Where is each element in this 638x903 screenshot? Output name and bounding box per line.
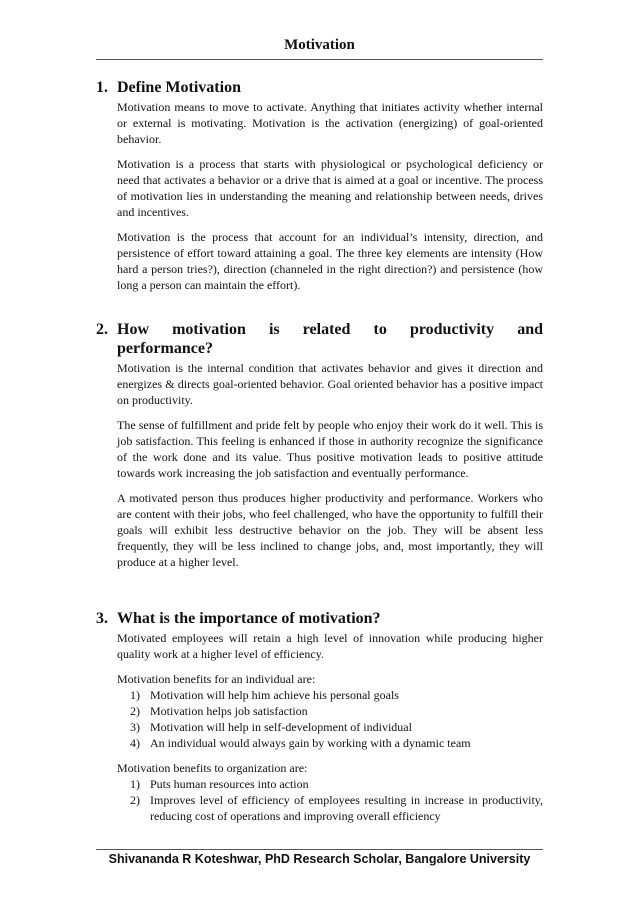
list-label: Motivation benefits to organization are: xyxy=(117,761,308,775)
organization-benefits-list xyxy=(130,776,543,824)
list-item: 1) Puts human resources into action xyxy=(130,777,309,791)
header-divider xyxy=(96,59,543,60)
list-item: 3) Motivation will help in self-development of individual xyxy=(130,720,412,734)
section-title-line-1: How motivation is related to productivity and xyxy=(117,321,543,338)
section-heading xyxy=(96,78,543,97)
list-label: Motivation benefits for an individual are: xyxy=(117,672,316,686)
section-title: Define Motivation xyxy=(117,79,241,96)
paragraph: Motivation is the internal condition that activates behavior and gives it direction and energizes & directs goal-oriented behavior. Goal oriented behavior has a positive impact on productivity. xyxy=(117,361,543,407)
paragraph: Motivated employees will retain a high level of innovation while producing higher quality work at a higher level of efficiency. xyxy=(117,631,543,661)
section-define-motivation xyxy=(96,78,543,302)
section-heading xyxy=(96,609,543,628)
footer-divider xyxy=(96,849,543,850)
section-title-line-2: performance? xyxy=(117,340,213,357)
list-item: 1) Motivation will help him achieve his personal goals xyxy=(130,688,399,702)
section-number: 1. xyxy=(96,79,108,96)
list-item: 4) An individual would always gain by working with a dynamic team xyxy=(130,736,471,750)
section-productivity-performance xyxy=(96,320,543,579)
list-item: 2) Motivation helps job satisfaction xyxy=(130,704,308,718)
paragraph: The sense of fulfillment and pride felt by people who enjoy their work do it well. This is job satisfaction. This feeling is enhanced if those in authority recognize the significance of the work done and its value. Thus positive motivation leads to positive attitude towards work increasing the job satisfaction and eventually performance. xyxy=(117,418,543,480)
paragraph: A motivated person thus produces higher productivity and performance. Workers who are content with their jobs, who feel challenged, who have the opportunity to fulfill their goals will exhibit less destructive behavior on the job. They will be absent less frequently, they will be less inclined to change jobs, and, most importantly, they will produce at a higher level. xyxy=(117,491,543,569)
paragraph: Motivation means to move to activate. Anything that initiates activity whether internal or external is motivating. Motivation is the activation (energizing) of goal-oriented behavior. xyxy=(117,100,543,146)
list-item: 2) Improves level of efficiency of employees resulting in increase in productivity, reducing cost of operations and improving overall efficiency xyxy=(130,793,543,823)
section-heading xyxy=(96,320,543,358)
section-title: What is the importance of motivation? xyxy=(117,610,381,627)
page-footer: Shivananda R Koteshwar, PhD Research Scholar, Bangalore University xyxy=(108,852,531,866)
section-number: 2. xyxy=(96,321,108,338)
section-number: 3. xyxy=(96,610,108,627)
paragraph: Motivation is the process that account for an individual’s intensity, direction, and persistence of effort toward attaining a goal. The three key elements are intensity (How hard a person tries?), direction (channeled in the right direction?) and persistence (how long a person can maintain the effort). xyxy=(117,230,543,292)
paragraph: Motivation is a process that starts with physiological or psychological deficiency or need that activates a behavior or a drive that is aimed at a goal or incentive. The process of motivation lies in understanding the meaning and relationship between needs, drives and incentives. xyxy=(117,157,543,219)
individual-benefits-list xyxy=(130,687,543,751)
section-importance-of-motivation xyxy=(96,609,543,833)
page-title: Motivation xyxy=(284,37,355,53)
